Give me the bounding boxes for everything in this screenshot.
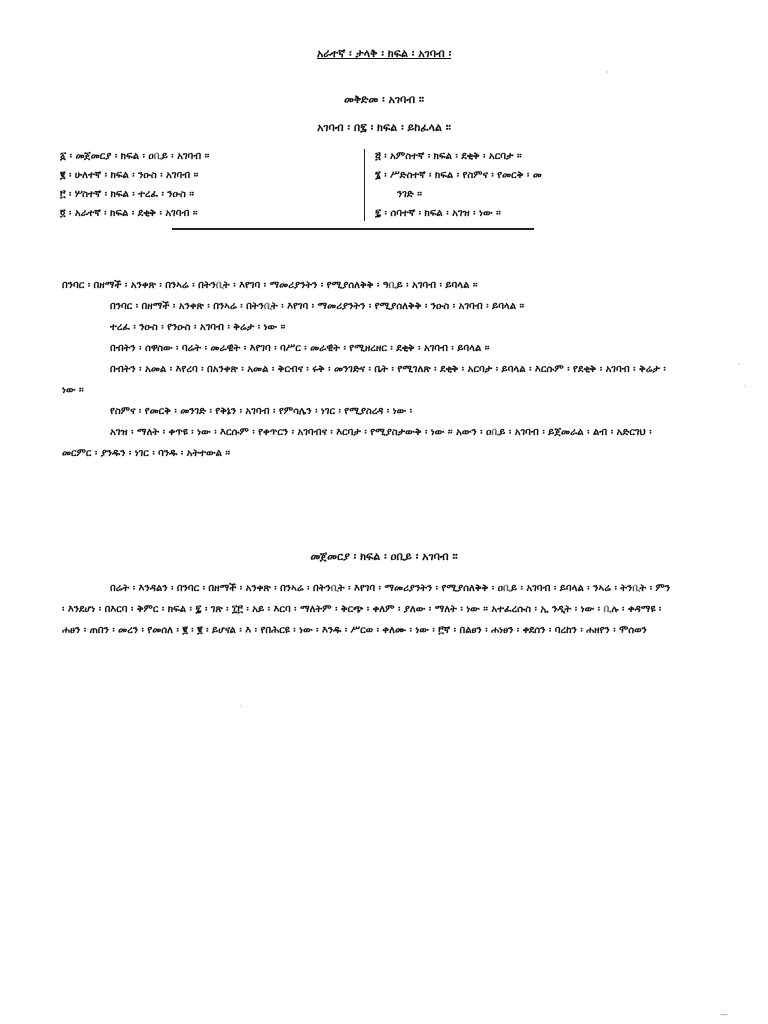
scan-speck: · [606,68,609,77]
section-heading: መጀመርያ ፡ ክፍል ፡ ዐቢይ ፡ አገባብ ። [310,550,458,563]
horizontal-rule [172,228,534,230]
toc-item-continuation-text: ንገድ ። [397,189,422,200]
toc-item-continuation [375,185,665,204]
toc-item: ፯ ፡ ሰባተኛ ፡ ክፍል ፡ አገዝ ፡ ነው ። [375,208,501,219]
scan-speck: · [738,360,741,369]
toc-left-column [60,147,360,223]
toc-item: ፫ ፡ ሦስተኛ ፡ ክፍል ፡ ተረፈ ፡ ንዑስ ። [60,189,195,200]
toc-item: ፮ ፡ ሥድስተኛ ፡ ክፍል ፡ የስምና ፡ የመርቅ ፡ መ [375,170,542,181]
toc-right-column [375,147,665,223]
paragraph: በብትን ፡ አመል ፡ እየረባ ፡ በአንቀጽ ፡ አመል ፡ ቅርብና ፡ ሩቅ ፡ መንገድና ፡ ቤት ፡ የሚገለጽ ፡ ደቂቅ ፡ አርባታ ፡ ይባላል ፡ እርሱም ፡ የደቂቅ ፡ አገባብ ፡ ቅሬታ ፡ ነው ። [62,364,666,396]
toc-item: ፪ ፡ ሁለተኛ ፡ ክፍል ፡ ንዑስ ፡ አገባብ ። [60,170,199,181]
preface-heading: መቅድመ ፡ አገባብ ። [343,93,425,106]
toc-item: ፩ ፡ መጀመርያ ፡ ክፍል ፡ ዐቢይ ፡ አገባብ ። [60,151,210,162]
paragraph: በንባር ፡ በዘማች ፡ አንቀጽ ፡ በንኣሬ ፡ በትንቢት ፡ እየገባ ፡ ማመሪያንትን ፡ የሚያሰለቅቅ ፡ ዓቢይ ፡ አገባብ ፡ ይባላል ። [62,280,478,291]
page-title: አራተኛ ፡ ታላቅ ፡ ክፍል ፡ አገባብ ፡ [316,47,452,60]
division-heading: አገባብ ፡ በ፯ ፡ ክፍል ፡ ይከፈላል ። [317,121,451,134]
section-text-block [62,578,672,641]
scan-speck: — [720,1010,728,1019]
paragraph: በብትን ፡ ሰዋስው ፡ ባሬት ፡ መራዊት ፡ እየገባ ፡ ባሥር ፡ መራዊት ፡ የሚዘረዘር ፡ ደቂቅ ፡ አገባብ ፡ ይባላል ። [110,343,490,354]
paragraph: አገዝ ፡ ማለት ፡ ቀጥዩ ፡ ነው ፡ እርሱም ፡ የቀጥርን ፡ አገባብና ፡ እርባታ ፡ የሚያስታውቅ ፡ ነው ። አውን ፡ ዐቢይ ፡ አገባብ ፡ ይጀመራል ፡ ልብ ፡ አድርገህ ፡ መርምር ፡ ያንዱን ፡ ነገር ፡ ባንዱ ፡ አትተውል ። [62,427,652,459]
paragraph: በሬት ፡ እንዳልን ፡ በንባር ፡ በዘማች ፡ አንቀጽ ፡ በንኣሬ ፡ በትንቢት ፡ እየገባ ፡ ማመሪያንትን ፡ የሚያሰለቅቅ ፡ ዐቢይ ፡ አገባብ ፡ ይባላል ፡ ንኣሬ ፡ ትንቢት ፡ ምን ፡ እንደሆነ ፡ በእርባ ፡ ቅምር ፡ ክፍል ፡ ፯ ፡ ገጽ ፡ ፲፫ ፡ አይ ፡ እርባ ፡ ማለትም ፡ ቅርጭ ፡ ቀለም ፡ ያለው ፡ ማለት ፡ ነው ። አተፈረሱስ ፡ ኢ ንዲት ፡ ነው ፡ ቢሉ ፡ ቀዳማዩ ፡ ሐፀን ፡ ጠበን ፡ መረን ፡ የመሰለ ፡ ፪ ፡ ፪ ፡ ይሆናል ፡ እ ፡ የበሕርዩ ፡ ነው ፡ እንዱ ፡ ሥርወ ፡ ቀለሙ ፡ ነው ፡ ፫ኛ ፡ በልፀን ፡ ሐነፀን ፡ ቀደሰን ፡ ባረከን ፡ ሐዘየን ፡ ሞሰወን [62,583,671,636]
toc-divider [364,149,365,221]
intro-text-block [62,275,672,464]
scan-speck: · [744,382,747,391]
paragraph: ተረፈ ፡ ንዑስ ፡ የንዑስ ፡ አገባብ ፡ ቅሬታ ፡ ነው ። [110,322,286,333]
toc-item: ፭ ፡ አምስተኛ ፡ ክፍል ፡ ደቂቅ ፡ አርባታ ። [375,151,522,162]
paragraph: በንባር ፡ በዘማች ፡ አንቀጽ ፡ በንኣሬ ፡ በትንቢት ፡ እየገባ ፡ ማመሪያንትን ፡ የሚያሰለቅቅ ፡ ንዑስ ፡ አገባብ ፡ ይባላል ። [110,301,525,312]
table-of-contents [60,147,660,227]
toc-item: ፬ ፡ አራተኛ ፡ ክፍል ፡ ደቂቅ ፡ አገባብ ። [60,208,198,219]
scan-speck: · [240,702,243,711]
paragraph: የስምና ፡ የመርቅ ፡ መንገድ ፡ የቅኔን ፡ አገባብ ፡ የምሳሌን ፡ ነገር ፡ የሚያስረዳ ፡ ነው ፡ [110,406,413,417]
